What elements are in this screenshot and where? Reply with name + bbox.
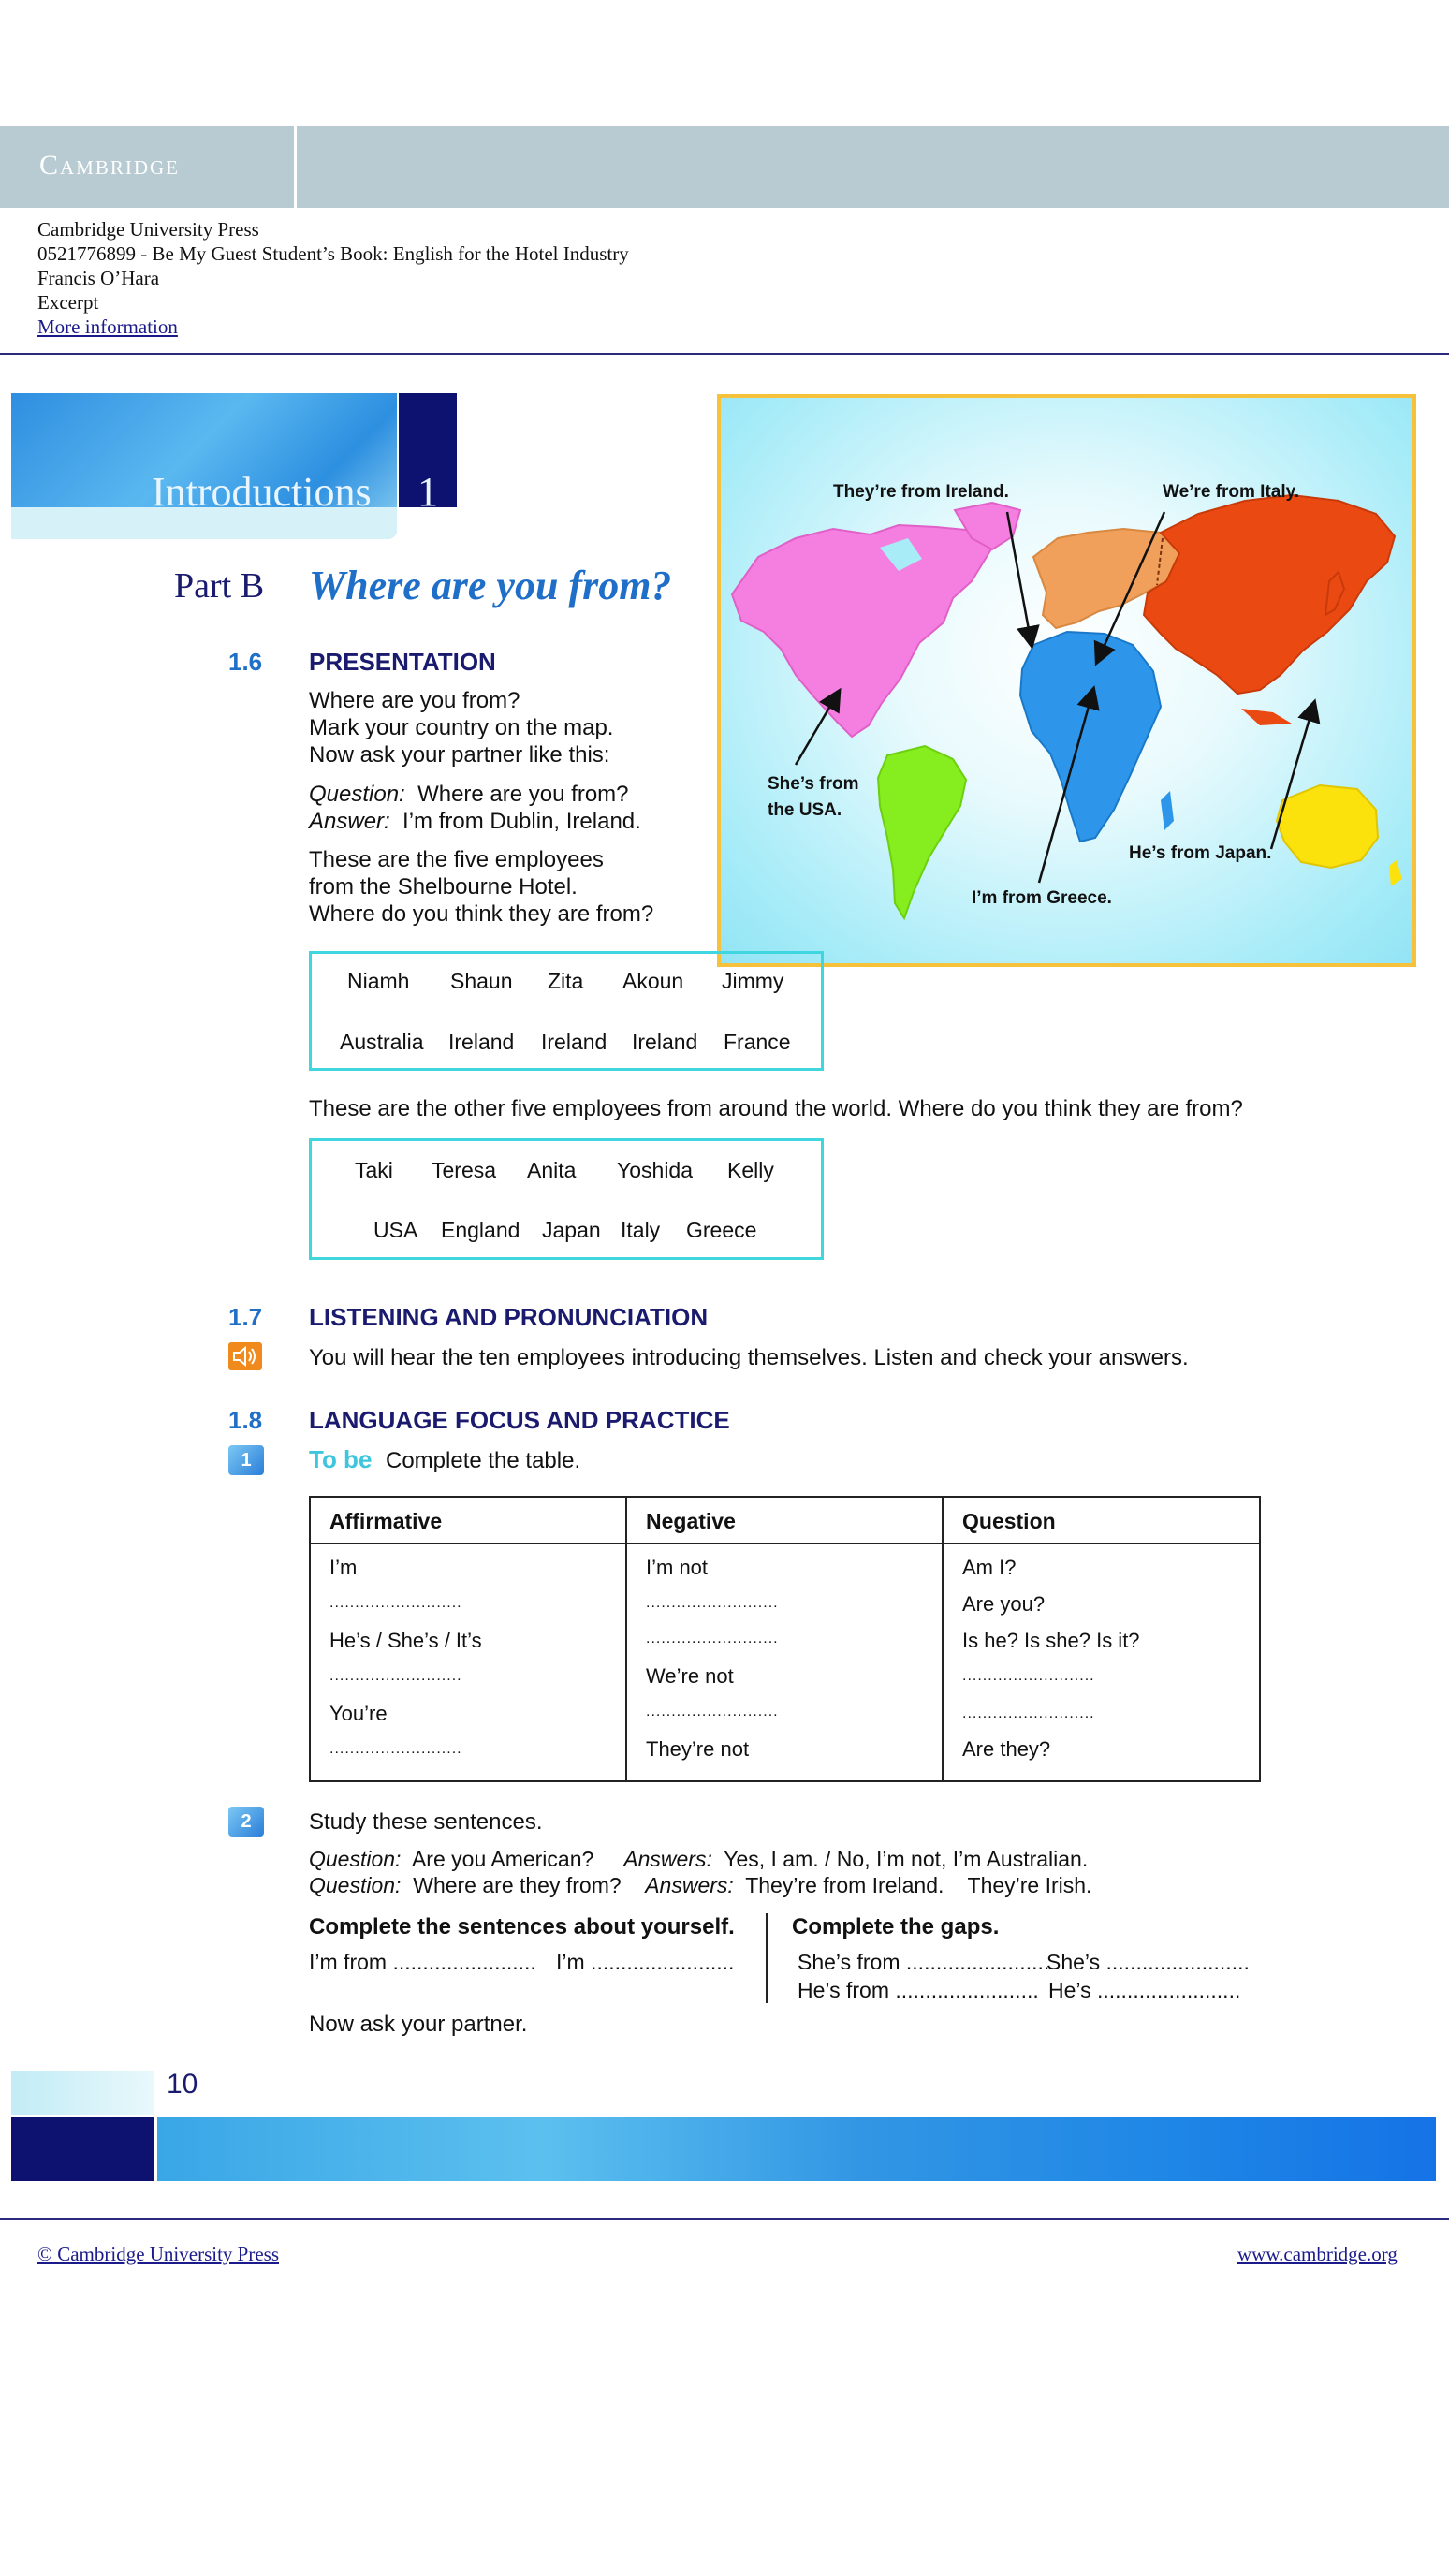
blank-field[interactable]: .......................... bbox=[329, 1668, 462, 1684]
new-zealand-shape bbox=[1389, 860, 1402, 886]
presentation-instructions: Where are you from? Mark your country on the map. Now ask your partner like this: bbox=[309, 688, 614, 768]
place-item: Japan bbox=[542, 1218, 601, 1242]
name-item: Anita bbox=[527, 1158, 577, 1182]
left-exercise-heading: Complete the sentences about yourself. bbox=[309, 1914, 735, 1939]
table-cell: Are they? bbox=[962, 1737, 1051, 1761]
part-title: Where are you from? bbox=[309, 563, 672, 608]
name-item: Akoun bbox=[622, 969, 684, 993]
section-number-1-7: 1.7 bbox=[228, 1303, 263, 1331]
label-ireland: They’re from Ireland. bbox=[833, 482, 1009, 502]
copyright-link[interactable]: © Cambridge University Press bbox=[37, 2243, 280, 2265]
page-number: 10 bbox=[167, 2069, 198, 2100]
ask-partner-text: Now ask your partner. bbox=[309, 2012, 528, 2037]
audio-speaker-icon[interactable] bbox=[228, 1342, 262, 1370]
place-item: Italy bbox=[621, 1218, 661, 1242]
excerpt-label: Excerpt bbox=[37, 291, 99, 314]
australia-shape bbox=[1277, 785, 1378, 868]
header-question: Question bbox=[962, 1509, 1056, 1533]
exercise-1-badge: 1 bbox=[228, 1445, 264, 1475]
right-line-he[interactable]: He’s ........................ bbox=[1048, 1978, 1241, 2002]
label-italy: We’re from Italy. bbox=[1163, 482, 1300, 502]
table-cell: I’m bbox=[329, 1556, 358, 1579]
table-cell: You’re bbox=[329, 1702, 388, 1725]
place-item: France bbox=[724, 1030, 791, 1054]
exercise-2-heading: Study these sentences. bbox=[309, 1809, 543, 1835]
header-band bbox=[0, 126, 1449, 208]
to-be-table bbox=[309, 1496, 1261, 1782]
listening-instructions: You will hear the ten employees introducing themselves. Listen and check your answers. bbox=[309, 1345, 1189, 1370]
table-cell: They’re not bbox=[646, 1737, 750, 1761]
exercise-1-text: Complete the table. bbox=[386, 1448, 581, 1473]
cambridge-logo: Cambridge bbox=[39, 150, 181, 181]
unit-number: 1 bbox=[417, 469, 438, 515]
arrow-ireland bbox=[1007, 512, 1032, 645]
header-negative: Negative bbox=[646, 1509, 736, 1533]
table-cell: Is he? Is she? Is it? bbox=[962, 1629, 1140, 1652]
website-link[interactable]: www.cambridge.org bbox=[1237, 2243, 1398, 2265]
label-japan: He’s from Japan. bbox=[1129, 843, 1272, 863]
africa-shape bbox=[1020, 632, 1161, 842]
place-item: USA bbox=[373, 1218, 418, 1242]
header-affirmative: Affirmative bbox=[329, 1509, 443, 1533]
isbn-title: 0521776899 - Be My Guest Student’s Book: English for the Hotel Industry bbox=[37, 242, 629, 265]
blank-field[interactable]: .......................... bbox=[646, 1704, 779, 1720]
left-line-nationality[interactable]: I’m ........................ bbox=[556, 1950, 735, 1974]
label-usa-1: She’s from bbox=[768, 774, 859, 794]
author: Francis O’Hara bbox=[37, 267, 160, 289]
place-item: Australia bbox=[340, 1030, 424, 1054]
blank-field[interactable]: .......................... bbox=[962, 1668, 1095, 1684]
blank-field[interactable]: .......................... bbox=[329, 1741, 462, 1757]
section-number-1-8: 1.8 bbox=[228, 1406, 263, 1434]
section-heading-listening: LISTENING AND PRONUNCIATION bbox=[309, 1303, 709, 1331]
example-question: Question: Where are you from? bbox=[309, 782, 629, 807]
other-employees-text: These are the other five employees from around the world. Where do you think they are from? bbox=[309, 1096, 1243, 1121]
name-item: Shaun bbox=[450, 969, 513, 993]
indonesia-shape bbox=[1241, 709, 1292, 725]
place-item: England bbox=[441, 1218, 520, 1242]
part-label: Part B bbox=[174, 566, 265, 606]
label-greece: I’m from Greece. bbox=[972, 888, 1112, 908]
example-answer: Answer: I’m from Dublin, Ireland. bbox=[309, 809, 641, 834]
employees-box-shelbourne bbox=[309, 951, 824, 1071]
name-item: Niamh bbox=[347, 969, 410, 993]
world-map bbox=[717, 394, 1416, 967]
north-america-shape bbox=[732, 525, 992, 737]
footer-band-navy bbox=[11, 2117, 154, 2181]
place-item: Greece bbox=[686, 1218, 757, 1242]
exercise-2-badge: 2 bbox=[228, 1807, 264, 1837]
world-map-drawing bbox=[721, 398, 1412, 963]
unit-banner bbox=[11, 393, 397, 539]
madagascar-shape bbox=[1161, 791, 1174, 830]
name-item: Jimmy bbox=[722, 969, 784, 993]
blank-field[interactable]: .......................... bbox=[646, 1595, 779, 1611]
name-item: Taki bbox=[355, 1158, 393, 1182]
asia-shape bbox=[1144, 495, 1395, 694]
table-cell: He’s / She’s / It’s bbox=[329, 1629, 482, 1652]
name-item: Yoshida bbox=[617, 1158, 694, 1182]
page-number-bg bbox=[11, 2071, 154, 2115]
unit-title: Introductions bbox=[152, 469, 372, 515]
label-usa-2: the USA. bbox=[768, 800, 842, 820]
right-line-he-from[interactable]: He’s from ........................ bbox=[798, 1978, 1039, 2002]
table-cell: We’re not bbox=[646, 1664, 734, 1688]
table-cell: Are you? bbox=[962, 1592, 1046, 1616]
name-item: Teresa bbox=[432, 1158, 497, 1182]
place-item: Ireland bbox=[448, 1030, 515, 1054]
section-heading-presentation: PRESENTATION bbox=[309, 648, 496, 676]
blank-field[interactable]: .......................... bbox=[646, 1631, 779, 1647]
publisher: Cambridge University Press bbox=[37, 218, 259, 241]
table-cell: I’m not bbox=[646, 1556, 709, 1579]
name-item: Kelly bbox=[727, 1158, 774, 1182]
place-item: Ireland bbox=[632, 1030, 698, 1054]
blank-field[interactable]: .......................... bbox=[329, 1595, 462, 1611]
book-metadata bbox=[37, 217, 629, 339]
right-line-she[interactable]: She’s ........................ bbox=[1046, 1950, 1250, 1974]
footer-band-blue bbox=[157, 2117, 1436, 2181]
example-sentence-1: Question: Are you American? Answers: Yes, I am. / No, I’m not, I’m Australian. bbox=[309, 1847, 1089, 1871]
header-divider bbox=[0, 353, 1449, 355]
south-america-shape bbox=[878, 746, 966, 918]
footer-divider bbox=[0, 2218, 1449, 2220]
blank-field[interactable]: .......................... bbox=[962, 1705, 1095, 1721]
to-be-label: To be bbox=[309, 1445, 373, 1473]
employees-box-world bbox=[309, 1138, 824, 1260]
section-number-1-6: 1.6 bbox=[228, 648, 263, 676]
right-line-she-from[interactable]: She’s from ........................ bbox=[798, 1950, 1050, 1974]
example-sentence-2: Question: Where are they from? Answers: They’re from Ireland. They’re Irish. bbox=[309, 1873, 1092, 1897]
place-item: Ireland bbox=[541, 1030, 607, 1054]
column-separator bbox=[766, 1913, 768, 2003]
arrow-usa bbox=[796, 692, 839, 765]
more-information-link[interactable]: More information bbox=[37, 315, 178, 338]
left-line-from[interactable]: I’m from ........................ bbox=[309, 1950, 536, 1974]
employees-intro: These are the five employees from the Shelbourne Hotel. Where do you think they are from? bbox=[309, 847, 654, 927]
section-heading-language-focus: LANGUAGE FOCUS AND PRACTICE bbox=[309, 1406, 730, 1434]
table-cell: Am I? bbox=[962, 1556, 1017, 1579]
right-exercise-heading: Complete the gaps. bbox=[792, 1914, 1000, 1939]
name-item: Zita bbox=[548, 969, 584, 993]
